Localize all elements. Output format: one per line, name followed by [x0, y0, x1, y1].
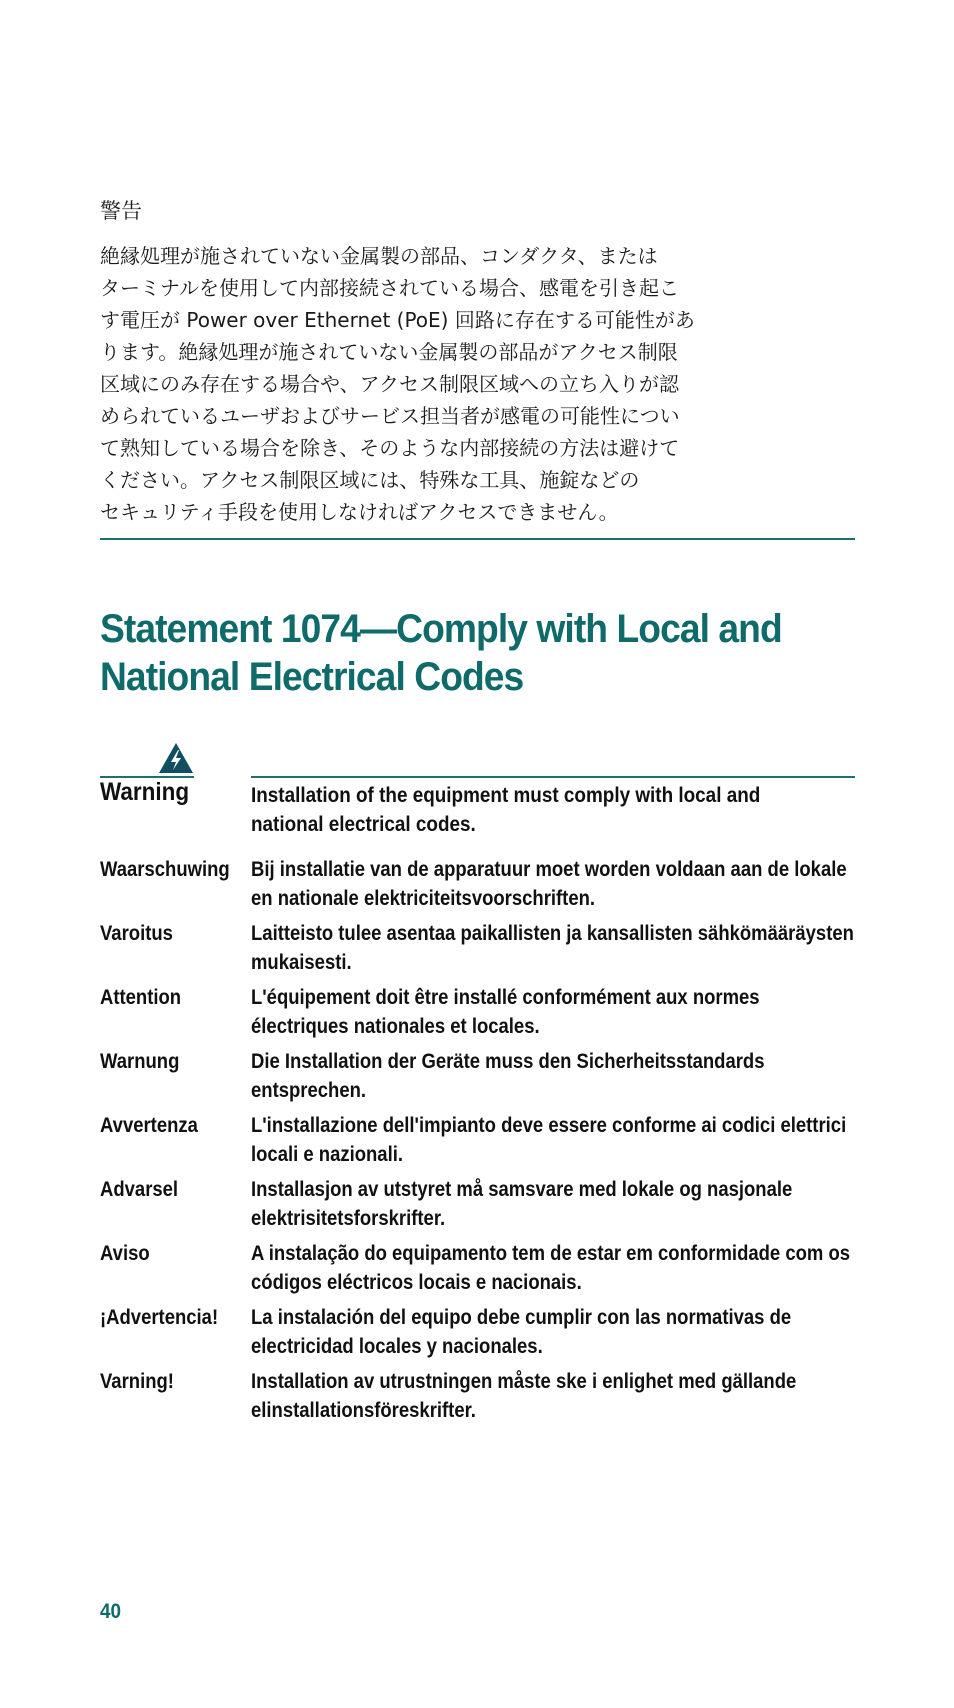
translation-text: Die Installation der Geräte muss den Sicherheitsstandards entsprechen. [251, 1050, 765, 1102]
warning-rule [251, 776, 855, 778]
page-number: 40 [100, 1600, 122, 1623]
translation-label: Attention [100, 986, 182, 1009]
translation-text: Laitteisto tulee asentaa paikallisten ja kansallisten sähkömääräysten mukaisesti. [251, 922, 854, 974]
warning-label: Warning [100, 778, 190, 806]
translation-text: Installation av utrustningen måste ske i enlighet med gällande elinstallationsföreskrifter. [251, 1370, 797, 1422]
section-divider [100, 538, 855, 540]
translation-label: Avvertenza [100, 1114, 198, 1137]
japanese-warning-heading: 警告 [100, 199, 142, 223]
translation-label: Aviso [100, 1242, 150, 1265]
translation-text: A instalação do equipamento tem de estar em conformidade com os códigos eléctricos locais e nacionais. [251, 1242, 851, 1294]
translation-text: La instalación del equipo debe cumplir con las normativas de electricidad locales y nacionales. [251, 1306, 792, 1358]
statement-title: Statement 1074—Comply with Local and National Electrical Codes [100, 607, 782, 699]
translation-label: Warnung [100, 1050, 180, 1073]
translation-text: Installasjon av utstyret må samsvare med lokale og nasjonale elektrisitetsforskrifter. [251, 1178, 793, 1230]
translation-text: L'équipement doit être installé conformément aux normes électriques nationales et locales. [251, 986, 760, 1038]
japanese-warning-line: 区域にのみ存在する場合や、アクセス制限区域への立ち入りが認 [100, 372, 679, 396]
translation-text: L'installazione dell'impianto deve essere conforme ai codici elettrici locali e nazionali. [251, 1114, 847, 1166]
warning-triangle-lightning-icon [158, 742, 194, 774]
translation-label: Varoitus [100, 922, 173, 945]
japanese-warning-line: セキュリティ手段を使用しなければアクセスできません。 [100, 500, 619, 524]
japanese-warning-line: ください。アクセス制限区域には、特殊な工具、施錠などの [100, 468, 640, 492]
translation-text: Bij installatie van de apparatuur moet worden voldaan aan de lokale en nationale elektriciteitsvoorschriften. [251, 858, 847, 910]
japanese-warning-line: 絶縁処理が施されていない金属製の部品、コンダクタ、または [100, 244, 658, 268]
japanese-warning-line: ります。絶縁処理が施されていない金属製の部品がアクセス制限 [100, 340, 678, 364]
warning-text: Installation of the equipment must comply with local and national electrical codes. [251, 784, 761, 836]
translation-label: Advarsel [100, 1178, 179, 1201]
translation-label: ¡Advertencia! [100, 1306, 219, 1329]
translation-label: Varning! [100, 1370, 174, 1393]
japanese-warning-line: ターミナルを使用して内部接続されている場合、感電を引き起こ [100, 276, 679, 300]
japanese-warning-line: て熟知している場合を除き、そのような内部接続の方法は避けて [100, 436, 680, 460]
translation-label: Waarschuwing [100, 858, 230, 881]
japanese-warning-body [100, 240, 800, 528]
japanese-warning-line: められているユーザおよびサービス担当者が感電の可能性につい [100, 404, 680, 428]
japanese-warning-line: す電圧が Power over Ethernet (PoE) 回路に存在する可能性があ [100, 308, 695, 332]
